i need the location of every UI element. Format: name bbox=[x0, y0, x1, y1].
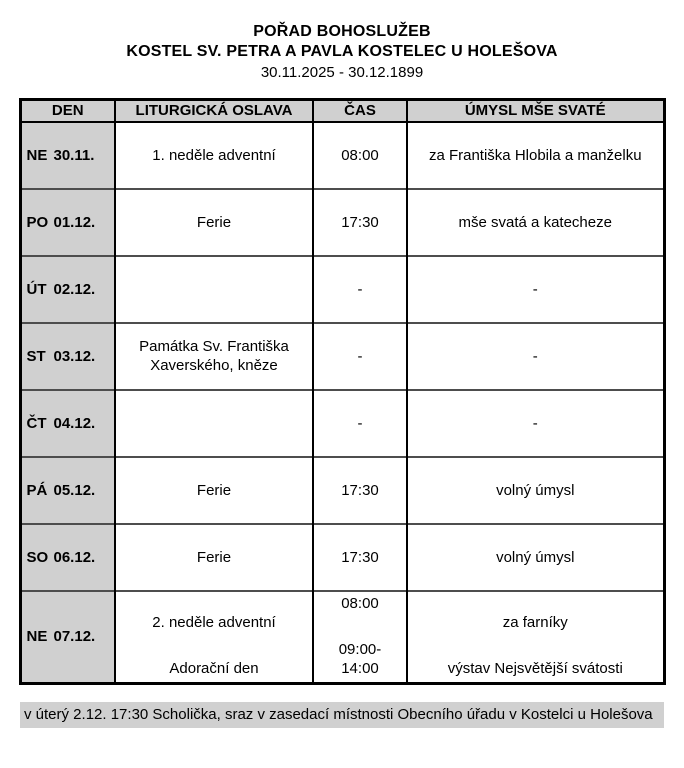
celebration-cell bbox=[115, 189, 313, 256]
celebration-cell bbox=[115, 256, 313, 323]
time-cell bbox=[313, 122, 407, 189]
day-date: 04.12. bbox=[53, 414, 96, 432]
day-abbr: PÁ bbox=[26, 481, 48, 499]
celebration-cell-line: 1. neděle adventní bbox=[152, 146, 276, 164]
day-cell bbox=[20, 323, 115, 390]
table-row bbox=[20, 122, 664, 189]
intention-cell-line: za Františka Hlobila a manželku bbox=[428, 146, 642, 164]
day-date: 02.12. bbox=[53, 280, 96, 298]
intention-cell-line: - bbox=[532, 280, 538, 298]
day-abbr: NE bbox=[26, 628, 48, 645]
table-row bbox=[20, 323, 664, 390]
table-row bbox=[20, 524, 664, 591]
footer-note-text: v úterý 2.12. 17:30 Scholička, sraz v zasedací místnosti Obecního úřadu v Kostelci u Holešova bbox=[24, 705, 653, 723]
day-cell bbox=[20, 122, 115, 189]
day-cell bbox=[20, 591, 115, 684]
day-cell bbox=[20, 390, 115, 457]
intention-cell-line: - bbox=[532, 414, 538, 432]
intention-cell-line: volný úmysl bbox=[496, 481, 575, 499]
intention-cell bbox=[407, 323, 664, 390]
time-cell-line: 17:30 bbox=[341, 548, 379, 566]
footer-note bbox=[20, 702, 664, 728]
celebration-cell-line: Ferie bbox=[196, 213, 232, 231]
celebration-cell-line: Ferie bbox=[196, 548, 232, 566]
day-date: 07.12. bbox=[53, 628, 96, 645]
celebration-cell-line: Adorační den bbox=[169, 659, 259, 677]
time-cell-line: 17:30 bbox=[341, 481, 379, 499]
time-cell-line: 09:00-14:00 bbox=[338, 640, 382, 677]
day-cell bbox=[20, 256, 115, 323]
time-cell-line: 08:00 bbox=[341, 594, 379, 612]
day-abbr: NE bbox=[26, 146, 48, 164]
celebration-cell-line: Památka Sv. Františka Xaverského, kněze bbox=[139, 338, 289, 374]
time-cell-line: - bbox=[357, 280, 363, 298]
day-abbr: ST bbox=[26, 347, 46, 365]
day-abbr: PO bbox=[26, 213, 49, 231]
schedule-table bbox=[19, 98, 666, 685]
intention-cell bbox=[407, 189, 664, 256]
celebration-cell bbox=[115, 323, 313, 390]
intention-cell-line: za farníky bbox=[502, 613, 568, 631]
intention-cell bbox=[407, 524, 664, 591]
time-cell bbox=[313, 323, 407, 390]
column-header-cas: ČAS bbox=[313, 100, 407, 122]
day-cell bbox=[20, 189, 115, 256]
table-row bbox=[20, 591, 664, 684]
time-cell-line: - bbox=[357, 414, 363, 432]
time-cell bbox=[313, 189, 407, 256]
intention-cell-line: - bbox=[532, 347, 538, 365]
day-cell bbox=[20, 457, 115, 524]
intention-cell bbox=[407, 390, 664, 457]
header-row bbox=[20, 100, 664, 122]
day-date: 01.12. bbox=[53, 213, 96, 231]
document-title: POŘAD BOHOSLUŽEB bbox=[253, 23, 431, 40]
day-abbr: ÚT bbox=[26, 280, 47, 298]
time-cell bbox=[313, 524, 407, 591]
intention-cell-line: mše svatá a katecheze bbox=[458, 213, 612, 231]
day-abbr: ČT bbox=[26, 414, 47, 432]
day-date: 30.11. bbox=[53, 146, 95, 164]
day-date: 05.12. bbox=[53, 481, 96, 499]
intention-cell-line: výstav Nejsvětější svátosti bbox=[447, 659, 623, 677]
intention-cell bbox=[407, 122, 664, 189]
celebration-cell bbox=[115, 122, 313, 189]
day-date: 06.12. bbox=[53, 548, 96, 566]
day-abbr: SO bbox=[26, 548, 49, 566]
celebration-cell bbox=[115, 591, 313, 684]
table-row bbox=[20, 189, 664, 256]
day-date: 03.12. bbox=[53, 347, 96, 365]
celebration-cell-line: 2. neděle adventní bbox=[152, 613, 276, 631]
time-cell bbox=[313, 256, 407, 323]
table-row bbox=[20, 256, 664, 323]
time-cell bbox=[313, 457, 407, 524]
column-header-den: DEN bbox=[20, 100, 115, 122]
table-row bbox=[20, 390, 664, 457]
title-block bbox=[0, 0, 684, 83]
time-cell-line: 17:30 bbox=[341, 213, 379, 231]
schedule-table-header bbox=[20, 100, 664, 122]
intention-cell-line: volný úmysl bbox=[496, 548, 575, 566]
intention-cell bbox=[407, 256, 664, 323]
column-header-umysl: ÚMYSL MŠE SVATÉ bbox=[407, 100, 664, 122]
time-cell-line: - bbox=[357, 347, 363, 365]
column-header-liturgicka-oslava: LITURGICKÁ OSLAVA bbox=[115, 100, 313, 122]
celebration-cell bbox=[115, 457, 313, 524]
time-cell bbox=[313, 591, 407, 684]
date-range: 30.11.2025 - 30.12.1899 bbox=[260, 64, 424, 81]
church-name: KOSTEL SV. PETRA A PAVLA KOSTELEC U HOLEŠOVA bbox=[126, 43, 558, 60]
time-cell-line: 08:00 bbox=[341, 146, 379, 164]
intention-cell bbox=[407, 457, 664, 524]
celebration-cell bbox=[115, 524, 313, 591]
celebration-cell-line: Ferie bbox=[196, 481, 232, 499]
schedule-table-body bbox=[20, 122, 664, 684]
time-cell bbox=[313, 390, 407, 457]
table-row bbox=[20, 457, 664, 524]
intention-cell bbox=[407, 591, 664, 684]
day-cell bbox=[20, 524, 115, 591]
celebration-cell bbox=[115, 390, 313, 457]
